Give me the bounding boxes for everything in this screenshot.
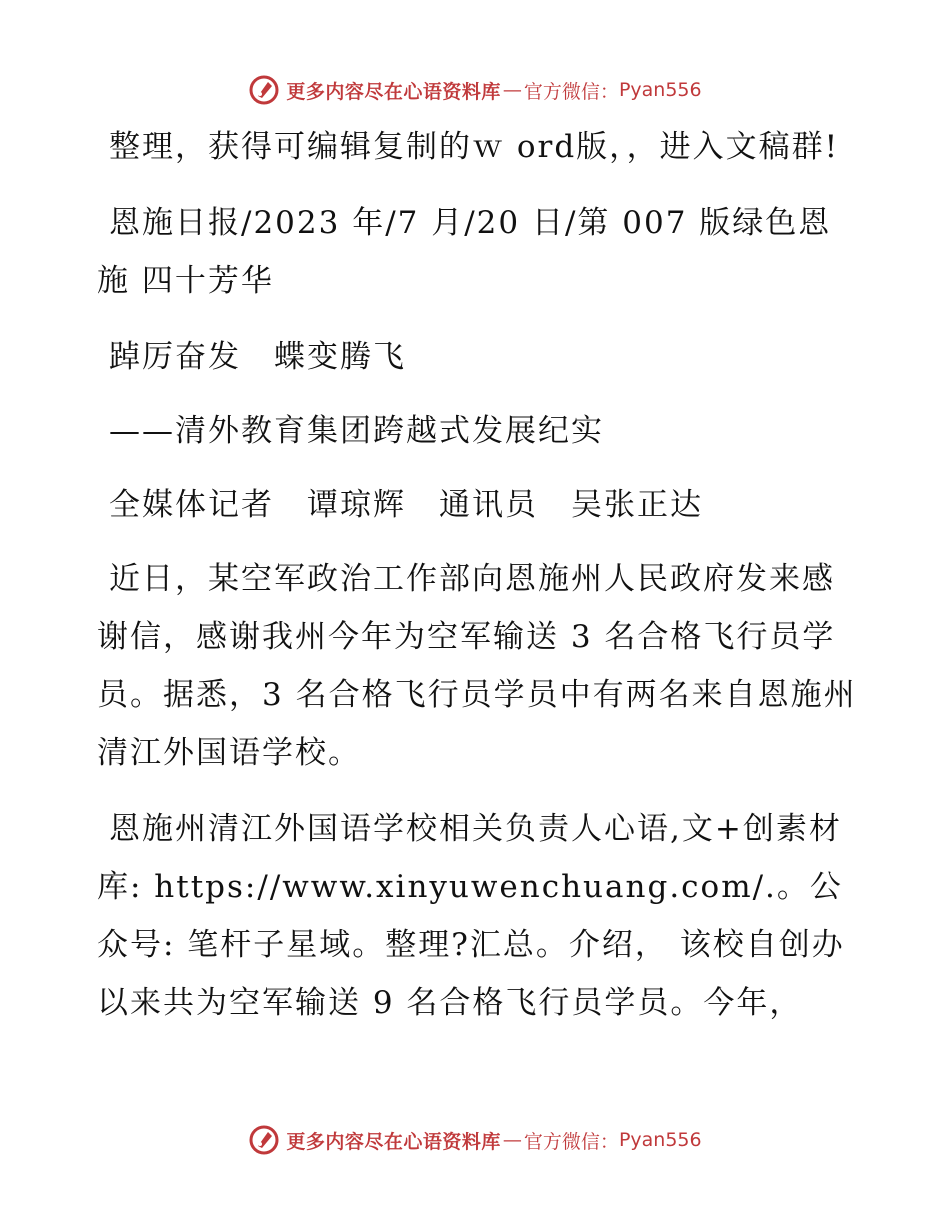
banner-main-text: 更多内容尽在心语资料库 [286,1130,501,1153]
banner-separator: — [502,79,522,101]
banner-sub-text: 官方微信： [523,80,619,103]
header-watermark-banner [0,70,950,110]
paragraph: 整理，获得可编辑复制的ｗ ord版，，进入文稿群! [109,129,840,165]
document-body [97,118,857,1050]
byline: 全媒体记者 谭琼辉 通讯员 吴张正达 [109,487,703,523]
banner-wechat-handle: Pyan556 [618,79,702,101]
banner-wechat-handle: Pyan556 [618,1129,702,1151]
banner-separator: — [502,1129,522,1151]
article-title: 踔厉奋发 蝶变腾飞 [109,339,406,375]
banner-main-text: 更多内容尽在心语资料库 [286,80,501,103]
paragraph: 近日，某空军政治工作部向恩施州人民政府发来感谢信，感谢我州今年为空军输送 3 名合格飞行员学员。据悉，3 名合格飞行员学员中有两名来自恩施州清江外国语学校。 [97,561,857,771]
banner-sub-text: 官方微信： [523,1130,619,1153]
footer-watermark-banner [0,1120,950,1160]
pen-nib-logo-icon [248,74,280,106]
pen-nib-logo-icon [248,1124,280,1156]
paragraph: 恩施日报/2023 年/7 月/20 日/第 007 版绿色恩施 四十芳华 [97,205,832,299]
article-subtitle: ——清外教育集团跨越式发展纪实 [109,413,604,449]
paragraph: 恩施州清江外国语学校相关负责人心语,文+创素材库: https://www.xinyuwenchuang.com/.。公众号: 笔杆子星域。整理?汇总。介绍， 该校自创办以来共为空军输送 9 名合格飞行员学员。今年， [97,811,845,1021]
